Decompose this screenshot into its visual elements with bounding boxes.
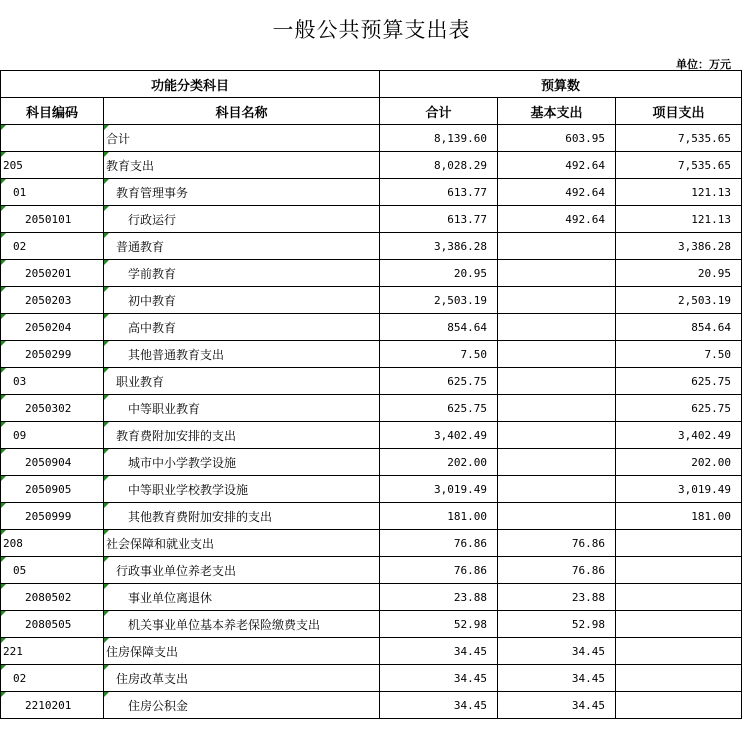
cell-code[interactable] xyxy=(1,125,104,152)
cell-name[interactable]: 住房公积金 xyxy=(104,692,380,719)
cell-project[interactable] xyxy=(616,692,742,719)
cell-basic[interactable]: 34.45 xyxy=(498,665,616,692)
table-row[interactable] xyxy=(1,584,742,611)
cell-name[interactable]: 社会保障和就业支出 xyxy=(104,530,380,557)
cell-basic[interactable] xyxy=(498,341,616,368)
cell-project[interactable]: 854.64 xyxy=(616,314,742,341)
cell-name[interactable]: 职业教育 xyxy=(104,368,380,395)
cell-project[interactable]: 7.50 xyxy=(616,341,742,368)
cell-name[interactable]: 城市中小学教学设施 xyxy=(104,449,380,476)
cell-project[interactable]: 181.00 xyxy=(616,503,742,530)
cell-basic[interactable] xyxy=(498,395,616,422)
cell-total[interactable]: 34.45 xyxy=(380,692,498,719)
cell-project[interactable] xyxy=(616,584,742,611)
header-code: 科目编码 xyxy=(1,98,104,125)
cell-basic[interactable] xyxy=(498,287,616,314)
cell-name[interactable]: 教育支出 xyxy=(104,152,380,179)
cell-project[interactable]: 3,386.28 xyxy=(616,233,742,260)
unit-label: 单位：万元 xyxy=(676,58,731,71)
cell-total[interactable]: 181.00 xyxy=(380,503,498,530)
cell-total[interactable]: 52.98 xyxy=(380,611,498,638)
cell-name[interactable]: 教育管理事务 xyxy=(104,179,380,206)
cell-code[interactable]: 208 xyxy=(1,530,104,557)
cell-project[interactable] xyxy=(616,611,742,638)
cell-name[interactable]: 普通教育 xyxy=(104,233,380,260)
cell-basic[interactable]: 34.45 xyxy=(498,692,616,719)
cell-basic[interactable] xyxy=(498,503,616,530)
table-row[interactable] xyxy=(1,260,742,287)
cell-project[interactable]: 7,535.65 xyxy=(616,125,742,152)
cell-project[interactable] xyxy=(616,665,742,692)
cell-code[interactable]: 205 xyxy=(1,152,104,179)
cell-code[interactable]: 02 xyxy=(1,233,104,260)
cell-total[interactable]: 20.95 xyxy=(380,260,498,287)
header-func-group: 功能分类科目 xyxy=(1,71,380,98)
cell-name[interactable]: 合计 xyxy=(104,125,380,152)
cell-total[interactable]: 8,028.29 xyxy=(380,152,498,179)
cell-total[interactable]: 613.77 xyxy=(380,179,498,206)
cell-name[interactable]: 中等职业学校教学设施 xyxy=(104,476,380,503)
cell-total[interactable]: 3,386.28 xyxy=(380,233,498,260)
cell-project[interactable]: 2,503.19 xyxy=(616,287,742,314)
budget-table xyxy=(0,70,742,719)
table-row[interactable] xyxy=(1,611,742,638)
header-name: 科目名称 xyxy=(104,98,380,125)
table-row[interactable] xyxy=(1,368,742,395)
cell-project[interactable]: 3,402.49 xyxy=(616,422,742,449)
cell-name[interactable]: 中等职业教育 xyxy=(104,395,380,422)
cell-basic[interactable]: 76.86 xyxy=(498,530,616,557)
cell-basic[interactable]: 492.64 xyxy=(498,179,616,206)
cell-project[interactable] xyxy=(616,530,742,557)
cell-project[interactable] xyxy=(616,557,742,584)
cell-code[interactable]: 2080505 xyxy=(1,611,104,638)
table-row[interactable] xyxy=(1,395,742,422)
cell-basic[interactable] xyxy=(498,449,616,476)
cell-basic[interactable]: 492.64 xyxy=(498,152,616,179)
table-row[interactable] xyxy=(1,314,742,341)
cell-basic[interactable] xyxy=(498,260,616,287)
cell-basic[interactable]: 23.88 xyxy=(498,584,616,611)
cell-code[interactable]: 01 xyxy=(1,179,104,206)
cell-basic[interactable]: 34.45 xyxy=(498,638,616,665)
cell-total[interactable]: 625.75 xyxy=(380,395,498,422)
cell-basic[interactable] xyxy=(498,476,616,503)
cell-code[interactable]: 2050203 xyxy=(1,287,104,314)
table-row[interactable] xyxy=(1,665,742,692)
header-total: 合计 xyxy=(380,98,498,125)
cell-code[interactable]: 221 xyxy=(1,638,104,665)
cell-basic[interactable] xyxy=(498,422,616,449)
header-budget-group: 预算数 xyxy=(380,71,742,98)
cell-code[interactable]: 2050302 xyxy=(1,395,104,422)
header-project: 项目支出 xyxy=(616,98,742,125)
table-row[interactable] xyxy=(1,152,742,179)
cell-total[interactable]: 3,402.49 xyxy=(380,422,498,449)
header-basic: 基本支出 xyxy=(498,98,616,125)
table-row[interactable] xyxy=(1,692,742,719)
cell-project[interactable]: 625.75 xyxy=(616,395,742,422)
cell-total[interactable]: 625.75 xyxy=(380,368,498,395)
page-title: 一般公共预算支出表 xyxy=(272,18,471,42)
cell-total[interactable]: 3,019.49 xyxy=(380,476,498,503)
table-row[interactable] xyxy=(1,476,742,503)
cell-code[interactable]: 05 xyxy=(1,557,104,584)
cell-total[interactable]: 7.50 xyxy=(380,341,498,368)
cell-project[interactable]: 121.13 xyxy=(616,179,742,206)
table-row[interactable] xyxy=(1,449,742,476)
cell-code[interactable]: 2050201 xyxy=(1,260,104,287)
table-row[interactable] xyxy=(1,179,742,206)
cell-name[interactable]: 教育费附加安排的支出 xyxy=(104,422,380,449)
table-row[interactable] xyxy=(1,206,742,233)
cell-basic[interactable]: 492.64 xyxy=(498,206,616,233)
cell-total[interactable]: 76.86 xyxy=(380,557,498,584)
cell-project[interactable]: 625.75 xyxy=(616,368,742,395)
cell-code[interactable]: 02 xyxy=(1,665,104,692)
cell-code[interactable]: 2050904 xyxy=(1,449,104,476)
cell-code[interactable]: 2080502 xyxy=(1,584,104,611)
cell-total[interactable]: 23.88 xyxy=(380,584,498,611)
table-row[interactable] xyxy=(1,125,742,152)
cell-total[interactable]: 202.00 xyxy=(380,449,498,476)
cell-basic[interactable] xyxy=(498,314,616,341)
cell-total[interactable]: 34.45 xyxy=(380,665,498,692)
cell-code[interactable]: 2050299 xyxy=(1,341,104,368)
cell-total[interactable]: 76.86 xyxy=(380,530,498,557)
cell-total[interactable]: 613.77 xyxy=(380,206,498,233)
cell-basic[interactable]: 76.86 xyxy=(498,557,616,584)
cell-name[interactable]: 其他普通教育支出 xyxy=(104,341,380,368)
cell-code[interactable]: 2050999 xyxy=(1,503,104,530)
cell-project[interactable]: 7,535.65 xyxy=(616,152,742,179)
table-row[interactable] xyxy=(1,638,742,665)
cell-total[interactable]: 34.45 xyxy=(380,638,498,665)
cell-basic[interactable] xyxy=(498,368,616,395)
cell-name[interactable]: 行政运行 xyxy=(104,206,380,233)
cell-code[interactable]: 03 xyxy=(1,368,104,395)
cell-basic[interactable]: 603.95 xyxy=(498,125,616,152)
cell-total[interactable]: 2,503.19 xyxy=(380,287,498,314)
table-row[interactable] xyxy=(1,233,742,260)
cell-code[interactable]: 2050101 xyxy=(1,206,104,233)
cell-code[interactable]: 2050905 xyxy=(1,476,104,503)
cell-basic[interactable] xyxy=(498,233,616,260)
table-row[interactable] xyxy=(1,287,742,314)
table-row[interactable] xyxy=(1,557,742,584)
cell-name[interactable]: 住房改革支出 xyxy=(104,665,380,692)
cell-name[interactable]: 高中教育 xyxy=(104,314,380,341)
table-row[interactable] xyxy=(1,530,742,557)
cell-name[interactable]: 机关事业单位基本养老保险缴费支出 xyxy=(104,611,380,638)
table-row[interactable] xyxy=(1,503,742,530)
cell-project[interactable]: 20.95 xyxy=(616,260,742,287)
cell-name[interactable]: 事业单位离退休 xyxy=(104,584,380,611)
cell-project[interactable] xyxy=(616,638,742,665)
cell-name[interactable]: 行政事业单位养老支出 xyxy=(104,557,380,584)
cell-project[interactable]: 3,019.49 xyxy=(616,476,742,503)
cell-name[interactable]: 其他教育费附加安排的支出 xyxy=(104,503,380,530)
cell-total[interactable]: 8,139.60 xyxy=(380,125,498,152)
cell-project[interactable]: 121.13 xyxy=(616,206,742,233)
cell-code[interactable]: 2050204 xyxy=(1,314,104,341)
cell-name[interactable]: 初中教育 xyxy=(104,287,380,314)
cell-project[interactable]: 202.00 xyxy=(616,449,742,476)
cell-name[interactable]: 住房保障支出 xyxy=(104,638,380,665)
cell-code[interactable]: 2210201 xyxy=(1,692,104,719)
table-row[interactable] xyxy=(1,341,742,368)
cell-code[interactable]: 09 xyxy=(1,422,104,449)
cell-total[interactable]: 854.64 xyxy=(380,314,498,341)
table-body xyxy=(1,125,742,719)
cell-basic[interactable]: 52.98 xyxy=(498,611,616,638)
cell-name[interactable]: 学前教育 xyxy=(104,260,380,287)
table-row[interactable] xyxy=(1,422,742,449)
